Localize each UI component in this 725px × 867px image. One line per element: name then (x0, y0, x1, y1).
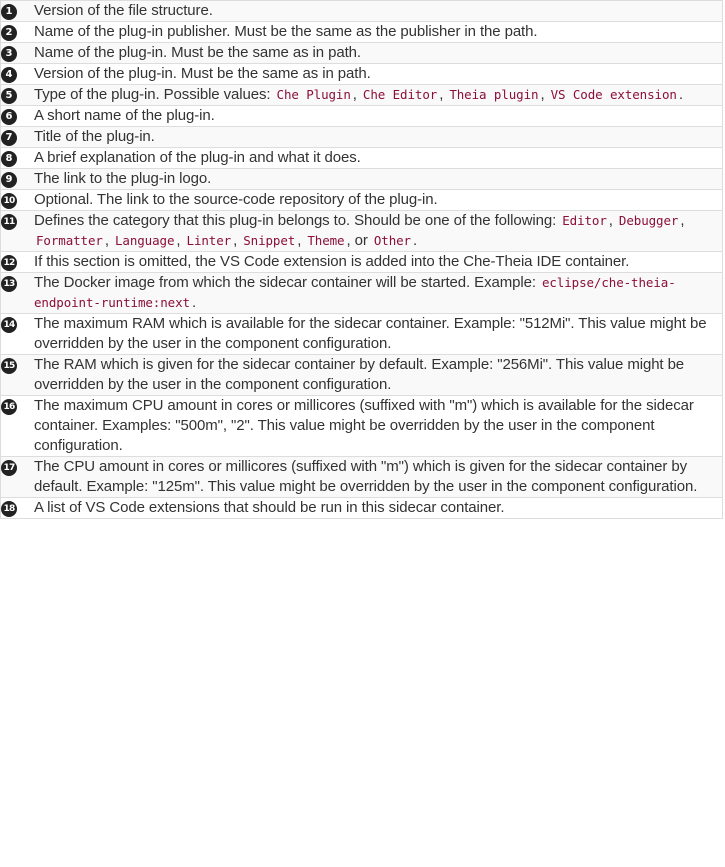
callout-number-cell (1, 252, 35, 273)
callout-description (34, 85, 723, 106)
callout-row (1, 190, 723, 211)
callout-number-cell (1, 148, 35, 169)
callout-number-badge-icon: 15 (1, 358, 17, 374)
description-text: Type of the plug-in. Possible values: (34, 86, 275, 103)
code-literal: Language (114, 233, 175, 248)
code-literal: Linter (186, 233, 232, 248)
callout-description (34, 252, 723, 273)
description-text: A brief explanation of the plug-in and what it does. (34, 149, 361, 166)
callout-description (34, 106, 723, 127)
code-literal: Che Plugin (276, 87, 351, 102)
callout-row (1, 106, 723, 127)
callout-number-cell (1, 273, 35, 314)
code-literal: Che Editor (362, 87, 438, 102)
callout-row (1, 211, 723, 252)
callout-row (1, 127, 723, 148)
callout-row (1, 355, 723, 396)
callout-number-badge-icon: 2 (1, 25, 17, 41)
callout-number-badge-icon: 8 (1, 151, 17, 167)
description-text: , (233, 232, 242, 249)
description-text: The RAM which is given for the sidecar container by default. Example: "256Mi". This value might be overridden by the user in the component configuration. (34, 356, 685, 393)
callout-number-cell (1, 43, 35, 64)
callout-number-cell (1, 498, 35, 519)
callout-description (34, 148, 723, 169)
callout-description (34, 273, 723, 314)
description-text: Version of the file structure. (34, 2, 213, 19)
description-text: Optional. The link to the source-code repository of the plug-in. (34, 191, 438, 208)
description-text: , (176, 232, 185, 249)
callout-number-badge-icon: 10 (1, 193, 17, 209)
callout-description (34, 43, 723, 64)
callout-row (1, 169, 723, 190)
callout-number-cell (1, 127, 35, 148)
description-text: The maximum RAM which is available for the sidecar container. Example: "512Mi". This value might be overridden by the user in the component configuration. (34, 315, 707, 352)
callout-description (34, 498, 723, 519)
callout-number-badge-icon: 5 (1, 88, 17, 104)
callout-list-body (1, 1, 723, 519)
description-text: , or (346, 232, 372, 249)
callout-number-badge-icon: 1 (1, 4, 17, 20)
callout-number-cell (1, 314, 35, 355)
callout-number-badge-icon: 18 (1, 501, 17, 517)
callout-row (1, 314, 723, 355)
description-text: Name of the plug-in. Must be the same as in path. (34, 44, 361, 61)
code-literal: VS Code extension (550, 87, 677, 102)
callout-row (1, 64, 723, 85)
callout-number-badge-icon: 3 (1, 46, 17, 62)
callout-number-badge-icon: 9 (1, 172, 17, 188)
description-text: The CPU amount in cores or millicores (suffixed with "m") which is given for the sidecar container by default. Example: "125m". This value might be overridden by the user in the component configuration. (34, 458, 698, 495)
code-literal: Formatter (36, 233, 103, 248)
description-text: , (680, 212, 685, 229)
callout-number-badge-icon: 6 (1, 109, 17, 125)
description-text: , (608, 212, 617, 229)
callout-row (1, 22, 723, 43)
callout-number-cell (1, 1, 35, 22)
description-text: The Docker image from which the sidecar container will be started. Example: (34, 274, 540, 291)
callout-description (34, 1, 723, 22)
description-text: , (104, 232, 113, 249)
description-text: . (678, 86, 683, 103)
callout-number-cell (1, 85, 35, 106)
code-literal: eclipse/che-theia-endpoint-runtime:next (34, 275, 676, 310)
callout-description (34, 169, 723, 190)
callout-number-cell (1, 396, 35, 457)
callout-description (34, 190, 723, 211)
callout-row (1, 498, 723, 519)
description-text: , (540, 86, 549, 103)
callout-number-cell (1, 457, 35, 498)
code-literal: Theme (307, 233, 345, 248)
description-text: , (439, 86, 448, 103)
description-text: , (352, 86, 361, 103)
description-text: Name of the plug-in publisher. Must be the same as the publisher in the path. (34, 23, 538, 40)
description-text: If this section is omitted, the VS Code extension is added into the Che-Theia IDE container. (34, 253, 630, 270)
callout-description (34, 211, 723, 252)
code-literal: Editor (562, 213, 607, 228)
callout-description (34, 314, 723, 355)
callout-row (1, 396, 723, 457)
callout-description (34, 355, 723, 396)
code-literal: Theia plugin (449, 87, 539, 102)
description-text: A short name of the plug-in. (34, 107, 215, 124)
callout-number-cell (1, 64, 35, 85)
callout-row (1, 457, 723, 498)
callout-row (1, 148, 723, 169)
description-text: , (297, 232, 306, 249)
code-literal: Snippet (243, 233, 296, 248)
description-text: . (191, 294, 197, 311)
callout-number-badge-icon: 4 (1, 67, 17, 83)
code-literal: Debugger (618, 213, 679, 228)
callout-number-badge-icon: 12 (1, 255, 17, 271)
callout-number-cell (1, 190, 35, 211)
callout-row (1, 43, 723, 64)
callout-number-cell (1, 211, 35, 252)
callout-description (34, 22, 723, 43)
description-text: A list of VS Code extensions that should be run in this sidecar container. (34, 499, 505, 516)
callout-number-badge-icon: 7 (1, 130, 17, 146)
callout-number-badge-icon: 11 (1, 214, 17, 230)
callout-number-cell (1, 106, 35, 127)
callout-description (34, 396, 723, 457)
description-text: The link to the plug-in logo. (34, 170, 212, 187)
callout-number-badge-icon: 17 (1, 460, 17, 476)
callout-row (1, 1, 723, 22)
callout-number-cell (1, 169, 35, 190)
callout-row (1, 273, 723, 314)
callout-row (1, 252, 723, 273)
description-text: The maximum CPU amount in cores or millicores (suffixed with "m") which is available for the sidecar container. Examples: "500m", "2". This value might be overridden by the user in the component configuration. (34, 397, 694, 454)
callout-description (34, 127, 723, 148)
description-text: Defines the category that this plug-in belongs to. Should be one of the following: (34, 212, 561, 229)
code-literal: Other (373, 233, 411, 248)
callout-number-badge-icon: 16 (1, 399, 17, 415)
callout-row (1, 85, 723, 106)
callout-number-cell (1, 22, 35, 43)
description-text: Title of the plug-in. (34, 128, 155, 145)
callout-description (34, 457, 723, 498)
callout-number-cell (1, 355, 35, 396)
description-text: Version of the plug-in. Must be the same as in path. (34, 65, 371, 82)
callout-number-badge-icon: 13 (1, 276, 17, 292)
description-text: . (412, 232, 418, 249)
callout-description (34, 64, 723, 85)
callout-number-badge-icon: 14 (1, 317, 17, 333)
